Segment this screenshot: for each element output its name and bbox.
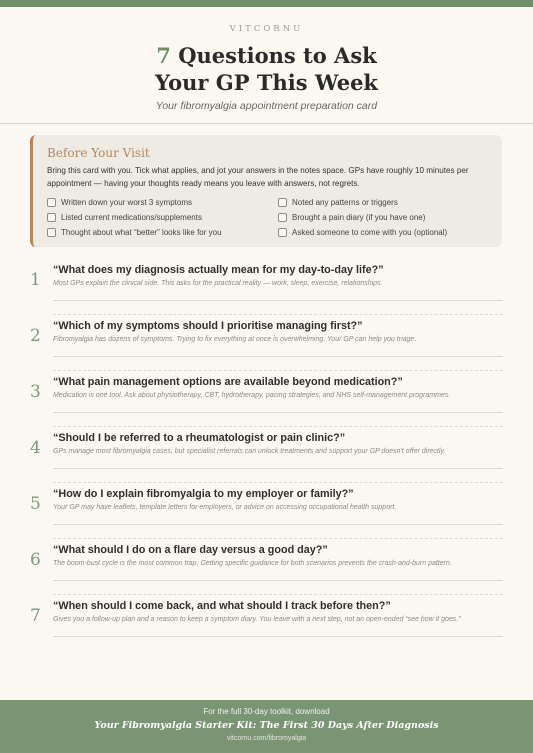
question-item [30,376,503,432]
checklist-item[interactable]: Noted any patterns or triggers [278,196,478,208]
question-item [30,264,503,320]
notes-divider [53,538,503,539]
top-accent-bar [0,0,533,7]
question-item [30,488,503,544]
question-description: The boom-bust cycle is the most common trap. Getting specific guidance for both scenarios prevents the crash-and-burn pattern. [53,560,452,567]
checkbox-icon[interactable] [47,198,56,207]
notes-divider [53,594,503,595]
notes-line[interactable] [53,524,503,525]
question-item [30,600,503,656]
checklist [47,196,488,238]
title-line2: Your GP This Week [154,70,378,95]
question-number: 5 [30,494,41,514]
question-number: 6 [30,550,41,570]
checklist-item[interactable]: Written down your worst 3 symptoms [47,196,278,208]
notes-divider [53,370,503,371]
before-visit-card [30,135,502,247]
checklist-item[interactable]: Asked someone to come with you (optional) [278,226,478,238]
before-visit-title: Before Your Visit [47,146,150,160]
question-number: 1 [30,270,41,290]
notes-line[interactable] [53,636,503,637]
question-description: GPs manage most fibromyalgia cases, but specialist referrals can unlock treatments and support your GP doesn't offer directly. [53,448,446,455]
question-number: 2 [30,326,41,346]
checkbox-icon[interactable] [278,228,287,237]
question-text: “Should I be referred to a rheumatologist or pain clinic?” [53,432,346,444]
before-visit-text: Bring this card with you. Tick what applies, and jot your answers in the notes space. GPs have roughly 10 minutes per appointment — having your thoughts ready means you leave with answers, not regrets. [47,166,469,188]
question-number: 7 [30,606,41,626]
checkbox-icon[interactable] [47,213,56,222]
question-item [30,544,503,600]
question-description: Medication is one tool. Ask about physiotherapy, CBT, hydrotherapy, pacing strategies, and NHS self-management programmes. [53,392,451,399]
question-text: “Which of my symptoms should I prioritise managing first?” [53,320,363,332]
notes-line[interactable] [53,468,503,469]
question-text: “When should I come back, and what should I track before then?” [53,600,391,612]
question-description: Most GPs explain the clinical side. This asks for the practical reality — work, sleep, exercise, relationships. [53,280,383,287]
checkbox-icon[interactable] [47,228,56,237]
title-number: 7 [156,43,171,68]
header-divider [0,123,533,124]
question-item [30,432,503,488]
notes-divider [53,314,503,315]
notes-divider [53,426,503,427]
checkbox-icon[interactable] [278,213,287,222]
question-text: “What does my diagnosis actually mean for my day-to-day life?” [53,264,384,276]
question-description: Your GP may have leaflets, template letters for employers, or advice on accessing occupational health support. [53,504,397,511]
footer-url[interactable]: vitcornu.com/fibromyalgia [226,735,307,742]
title-line1: Questions to Ask [170,43,377,68]
footer-banner [0,700,533,753]
checklist-item[interactable]: Thought about what “better” looks like for you [47,226,278,238]
question-description: Gives you a follow-up plan and a reason to keep a symptom diary. You leave with a next step, not an open-ended “see how it goes.” [53,616,461,623]
question-text: “What should I do on a flare day versus a good day?” [53,544,328,556]
notes-line[interactable] [53,300,503,301]
notes-line[interactable] [53,412,503,413]
page-title [0,42,533,96]
brand-name: VITCORNU [229,24,304,34]
question-text: “How do I explain fibromyalgia to my employer or family?” [53,488,354,500]
question-number: 4 [30,438,41,458]
question-item [30,320,503,376]
footer-intro: For the full 30-day toolkit, download [203,707,330,716]
notes-line[interactable] [53,580,503,581]
footer-product-title[interactable]: Your Fibromyalgia Starter Kit: The First 30 Days After Diagnosis [94,720,439,731]
page-subtitle: Your fibromyalgia appointment preparation card [155,100,378,112]
question-description: Fibromyalgia has dozens of symptoms. Trying to fix everything at once is overwhelming. Your GP can help you triage. [53,336,417,343]
notes-divider [53,482,503,483]
question-number: 3 [30,382,41,402]
checklist-item[interactable]: Listed current medications/supplements [47,211,278,223]
question-text: “What pain management options are available beyond medication?” [53,376,403,388]
notes-line[interactable] [53,356,503,357]
checklist-item[interactable]: Brought a pain diary (if you have one) [278,211,478,223]
checkbox-icon[interactable] [278,198,287,207]
